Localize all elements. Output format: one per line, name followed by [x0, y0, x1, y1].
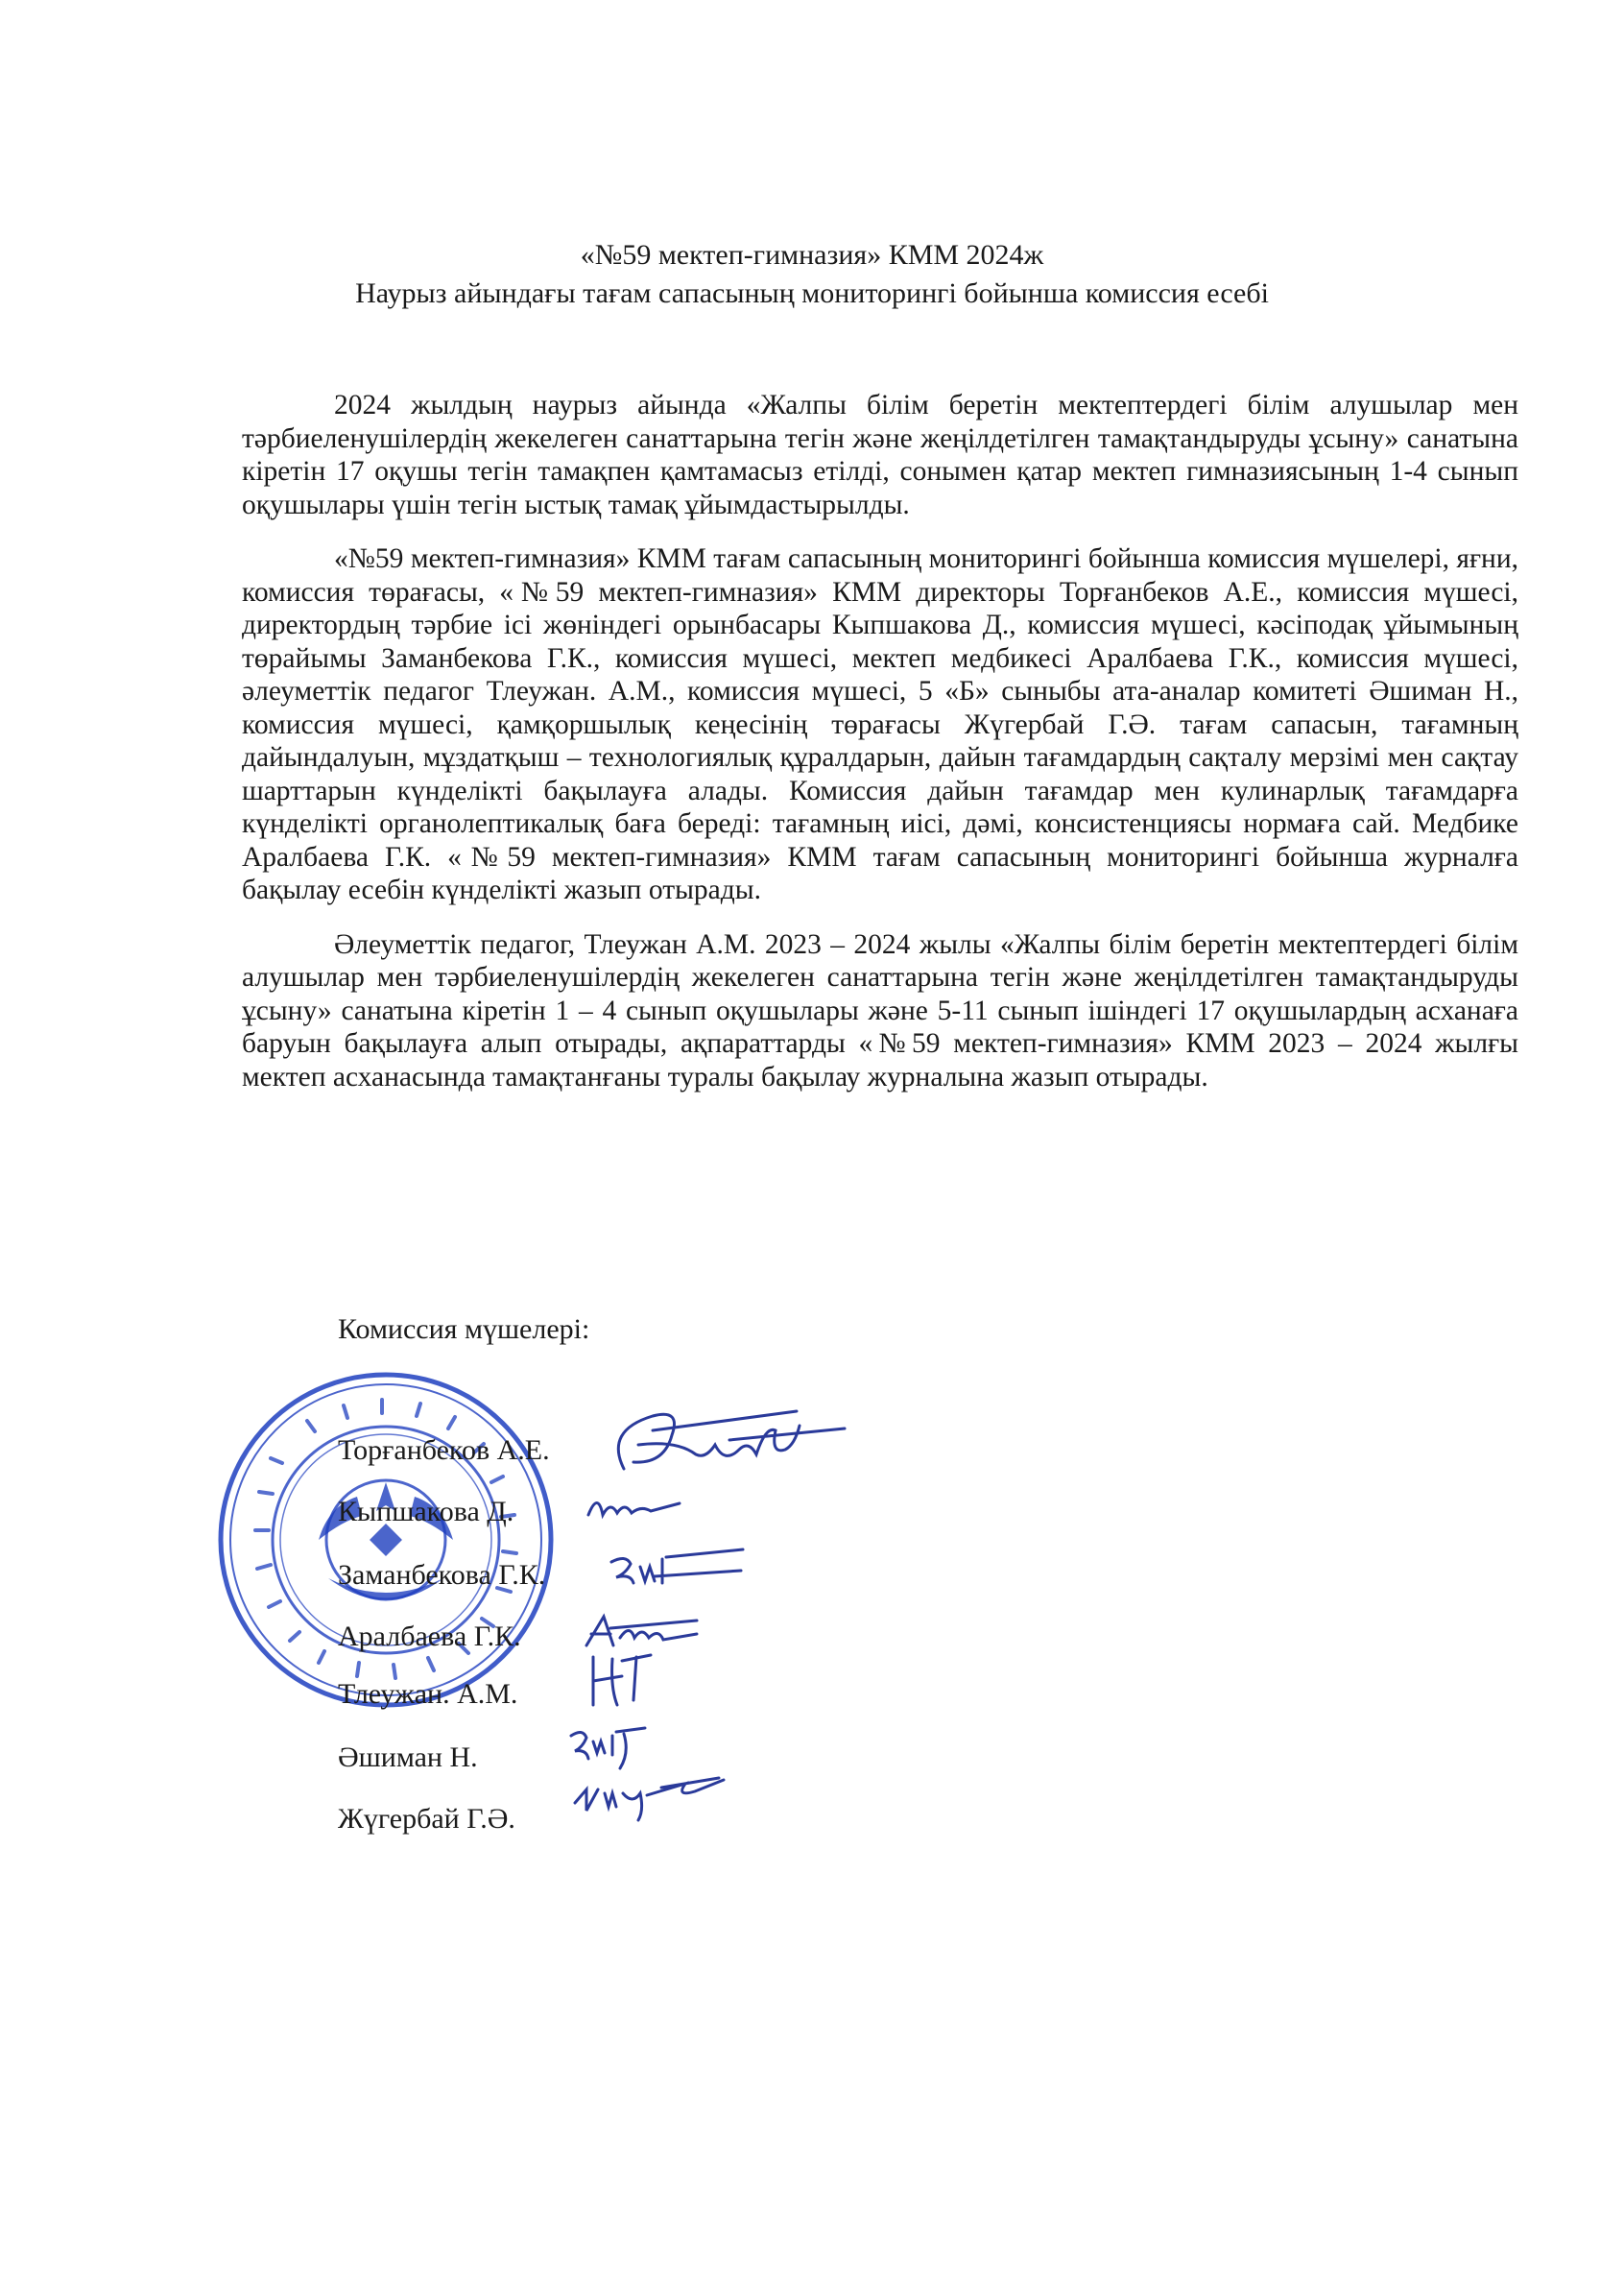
signature-icon — [584, 1647, 660, 1715]
official-stamp-icon — [213, 1367, 559, 1713]
header-line-1: «№59 мектеп-гимназия» КММ 2024ж — [580, 239, 1044, 271]
paragraph-2: «№59 мектеп-гимназия» КММ тағам сапасының мониторингі бойынша комиссия мүшелері, яғни, комиссия төрағасы, «№59 мектеп-гимназия» КММ директоры Торғанбеков А.Е., комиссия мүшесі, директордың тәрбие ісі жөніндегі орынбасары Кыпшакова Д., комиссия мүшесі, кәсіподақ ұйымының төрайымы Заманбекова Г.К., комиссия мүшесі, мектеп медбикесі Аралбаева Г.К., комиссия мүшесі, әлеуметтік педагог Тлеужан. А.М., комиссия мүшесі, 5 «Б» сыныбы ата-аналар комитеті Әшиман Н., комиссия мүшесі, қамқоршылық кеңесінің төрағасы Жүгербай Г.Ә. тағам сапасын, тағамның дайындалуын, мұздатқыш – технологиялық құралдарын, дайын тағамдардың сақталу мерзімі мен сақтау шарттарын күнделікті бақылауға алады. Комиссия дайын тағамдар мен кулинарлық тағамдарға күнделікті органолептикалық баға береді: тағамның иісі, дәмі, консистенциясы нормаға сай. Медбике Аралбаева Г.К. «№59 мектеп-гимназия» КММ тағам сапасының мониторингі бойынша журналға бақылау есебін күнделікті жазып отырады. — [242, 543, 1518, 905]
paragraph-1: 2024 жылдың наурыз айында «Жалпы білім беретін мектептердегі білім алушылар мен тәрбиеленушілердің жекелеген санаттарына тегін және жеңілдетілген тамақтандыруды ұсыну» санатына кіретін 17 оқушы тегін тамақпен қамтамасыз етілді, сонымен қатар мектеп гимназиясының 1-4 сынып оқушылары үшін тегін ыстық тамақ ұйымдастырылды. — [242, 390, 1518, 520]
signature-icon — [566, 1722, 653, 1772]
members-title: Комиссия мүшелері: — [338, 1313, 590, 1345]
member-name: Торғанбеков А.Е. — [338, 1434, 550, 1466]
document-header — [0, 236, 1624, 313]
signature-icon — [585, 1402, 893, 1488]
signature-icon — [607, 1548, 751, 1594]
member-name: Кыпшакова Д. — [338, 1496, 514, 1527]
member-name: Әшиман Н. — [338, 1741, 478, 1773]
signature-icon — [570, 1774, 733, 1826]
member-name: Тлеужан. А.М. — [338, 1678, 518, 1710]
member-name: Заманбекова Г.К. — [338, 1559, 546, 1591]
member-name: Аралбаева Г.К. — [338, 1621, 521, 1652]
report-body — [242, 389, 1518, 1115]
signature-icon — [584, 1486, 689, 1525]
member-name: Жүгербай Г.Ә. — [338, 1803, 515, 1835]
document-title: Наурыз айындағы тағам сапасының мониторингі бойынша комиссия есебі — [355, 277, 1269, 309]
paragraph-3: Әлеуметтік педагог, Тлеужан А.М. 2023 – 2024 жылы «Жалпы білім беретін мектептердегі білім алушылар мен тәрбиеленушілердің жекелеген санаттарына тегін және жеңілдетілген тамақтандыруды ұсыну» санатына кіретін 1 – 4 сынып оқушылары және 5-11 сынып ішіндегі 17 оқушылардың асханаға баруын бақылауға алып отырады, ақпараттарды «№59 мектеп-гимназия» КММ 2023 – 2024 жылғы мектеп асханасында тамақтанғаны туралы бақылау журналына жазып отырады. — [242, 928, 1518, 1092]
